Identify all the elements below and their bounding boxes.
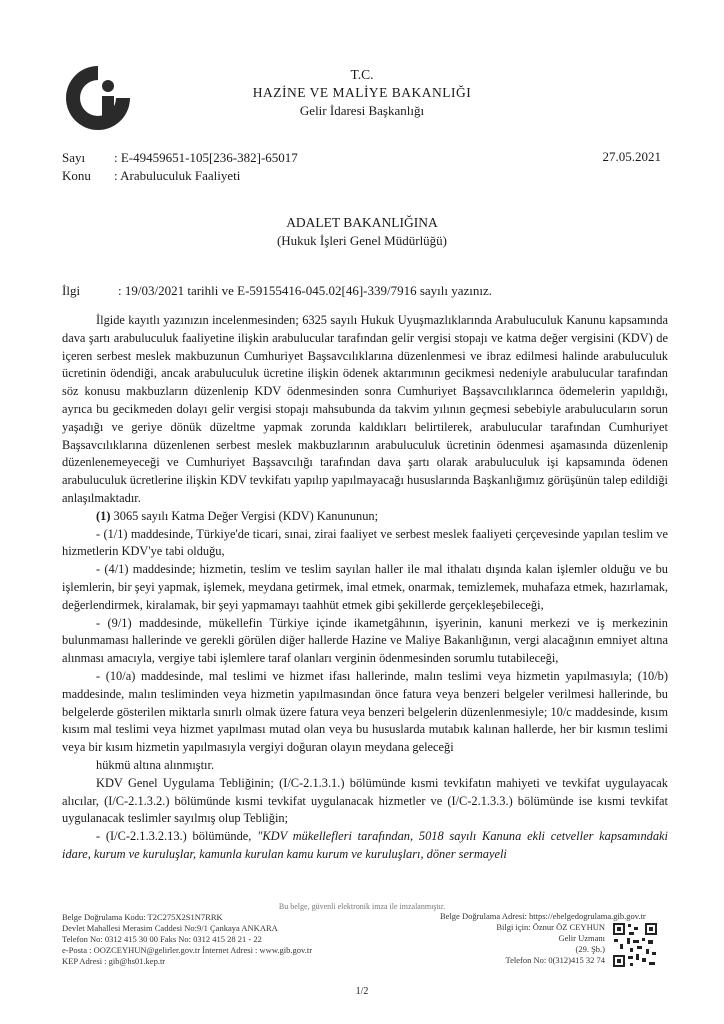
sayi-value: : E-49459651-105[236-382]-65017 [114, 150, 298, 165]
ilgi-row [62, 283, 492, 299]
header-ministry: HAZİNE VE MALİYE BAKANLIĞI [252, 85, 472, 100]
paragraph-article-4-1: - (4/1) maddesinde; hizmetin, teslim ve teslim sayılan haller ile mal ithalatı dışında kalan işlemler olduğu ve bu işlemlerin, bir şeyi yapmak, işlemek, meydana getirmek, imal etmek, onarmak, temizlemek, muhafaza etmek, hazırlamak, değerlendirmek, kiralamak, bir şeyi yapmamayı taahhüt etmek gibi şekillerde gerçekleşebileceği, [62, 562, 668, 612]
header-department: Gelir İdaresi Başkanlığı [299, 103, 425, 118]
addressee-name: ADALET BAKANLIĞINA [286, 215, 438, 230]
contact-info: Bilgi için: Öznur ÖZ CEYHUN Gelir Uzmanı (29. Şb.) Telefon No: 0(312)415 32 74 [496, 922, 605, 965]
phone-fax: Telefon No: 0312 415 30 00 Faks No: 0312 415 28 21 - 22 [62, 934, 262, 944]
verification-url: Belge Doğrulama Adresi: https://ebelgedogrulama.gib.gov.tr [440, 911, 646, 921]
addressee-unit: (Hukuk İşleri Genel Müdürlüğü) [276, 233, 448, 248]
verification-code: Belge Doğrulama Kodu: T2C275X2S1N7RRK [62, 912, 223, 922]
konu-value: : Arabuluculuk Faaliyeti [114, 168, 241, 183]
email-web: e-Posta : OOZCEYHUN@gelirler.gov.tr İnternet Adresi : www.gib.gov.tr [62, 945, 313, 955]
qr-code-icon [612, 922, 658, 968]
paragraph-article-10: - (10/a) maddesinde, mal teslimi ve hizmet ifası hallerinde, malın teslimi veya hizmetin yapılmasıyla; (10/b) maddesinde, malın tesliminden veya hizmetin yapılmasından önce fatura veya benzeri belgeler verilmesi hallerinde, bu belgelerde gösterilen miktarla sınırlı olmak üzere fatura veya benzeri belgelerin düzenlenmesiyle; 10/c maddesinde, kısım kısım mal teslimi veya hizmet yapılması mutad olan veya bu hususlarda mutabık kalınan hallerde, her bir kısmın teslimi veya bir kısım hizmetin yapılmasıyla vergiyi doğuran olayın meydana geleceği [62, 668, 668, 755]
paragraph-kdv-law: (1) 3065 sayılı Katma Değer Vergisi (KDV) Kanununun; [96, 508, 379, 523]
document-date: 27.05.2021 [602, 149, 661, 164]
quoted-text: "KDV mükellefleri tarafından, 5018 sayılı Kanuna ekli cetveller kapsamındaki idare, kurum ve kuruluşlar, kamunla kurulan kamu kurum ve kuruluşları, döner sermayeli [62, 829, 668, 861]
footer-left [62, 912, 312, 967]
page-number: 1/2 [355, 986, 369, 997]
paragraph-article-1-1: - (1/1) maddesinde, Türkiye'de ticari, sınai, zirai faaliyet ve serbest meslek faaliyeti çerçevesinde yapılan teslim ve hizmetlerin KDV'ye tabi olduğu, [62, 526, 668, 559]
paragraph-communique: KDV Genel Uygulama Tebliğinin; (I/C-2.1.3.1.) bölümünde kısmi tevkifatın mahiyeti ve tevkifat uygulayacak alıcılar, (I/C-2.1.3.2.) bölümünde kısmi tevkifat uygulanacak hizmetler ve (I/C-2.1.3.3.) bölümünde ise kısmi tevkifat uygulanacak teslimler sayılmış olup Tebliğin; [62, 775, 668, 826]
clause-number: (1) [96, 508, 111, 523]
konu-label: Konu [62, 168, 91, 183]
paragraph-section-13: - (I/C-2.1.3.2.13.) bölümünde, "KDV mükellefleri tarafından, 5018 sayılı Kanuna ekli cetveller kapsamındaki idare, kurum ve kuruluşlar, kamunla kurulan kamu kurum ve kuruluşları, döner sermayeli [62, 829, 668, 861]
ilgi-value: : 19/03/2021 tarihli ve E-59155416-045.02[46]-339/7916 sayılı yazınız. [118, 283, 493, 298]
paragraph-intro: İlgide kayıtlı yazınızın incelenmesinden; 6325 sayılı Hukuk Uyuşmazlıklarında Arabuluculuk Kanunu kapsamında dava şartı arabuluculuk faaliyetine ilişkin arabulucular tarafından gelir vergisi stopajı ve katma değer vergisini (KDV) de içeren serbest meslek makbuzunun Cumhuriyet Başsavcılıklarına düzenlenmesi ve ibraz edilmesi halinde arabuluculuk ücretinin ödendiği, ancak arabuluculuk ücretine ilişkin ödenek aktarımının gecikmesi nedeniyle arabulucular tarafından söz konusu makbuzların düzenlenip KDV ödenmesinden sonra Cumhuriyet Başsavcılıklarınca ödemelerin yapıldığı, ayrıca bu gecikmeden dolayı gelir vergisi stopajı mahsubunda da takvim yılının geçmesi sebebiyle arabulucuların sorun yaşadığı ve geriye dönük düzeltme yapmak zorunda kaldıkları belirtilerek, arabulucular tarafından Cumhuriyet Başsavcılıklarına düzenlenen serbest meslek makbuzlarının arabuluculuk ücretinin ödenmesi aşamasında düzenlenip düzenlenemeyeceği ve Cumhuriyet Başsavcılığı tarafından dava şartı olarak arabuluculuk işi kapsamında ödenen arabuluculuk ücretlerine ilişkin KDV tevkifatı yapılıp yapılmayacağı hususlarında Başkanlığımız görüşünün talep edildiği anlaşılmaktadır. [62, 313, 668, 505]
letter-body [62, 312, 668, 864]
sayi-row [62, 149, 298, 167]
sayi-label: Sayı [62, 150, 86, 165]
kep-address: KEP Adresi : gib@hs01.kep.tr [62, 956, 166, 966]
header-tc: T.C. [350, 67, 374, 82]
paragraph-provision: hükmü altına alınmıştır. [96, 757, 215, 772]
ilgi-label: İlgi [62, 283, 81, 298]
e-signature-note: Bu belge, güvenli elektronik imza ile imzalanmıştır. [278, 902, 446, 911]
konu-row [62, 167, 240, 185]
paragraph-article-9-1: - (9/1) maddesinde, mükellefin Türkiye içinde ikametgâhının, işyerinin, kanuni merkezi ve iş merkezinin bulunmaması hallerinde ve gerekli görülen diğer hallerde Hazine ve Maliye Bakanlığının, vergi alacağının emniyet altına alınması amacıyla, vergiye tabi işlemlere taraf olanları verginin ödenmesinden sorumlu tutabileceği, [62, 615, 668, 666]
address: Devlet Mahallesi Merasim Caddesi No:9/1 Çankaya ANKARA [62, 923, 278, 933]
